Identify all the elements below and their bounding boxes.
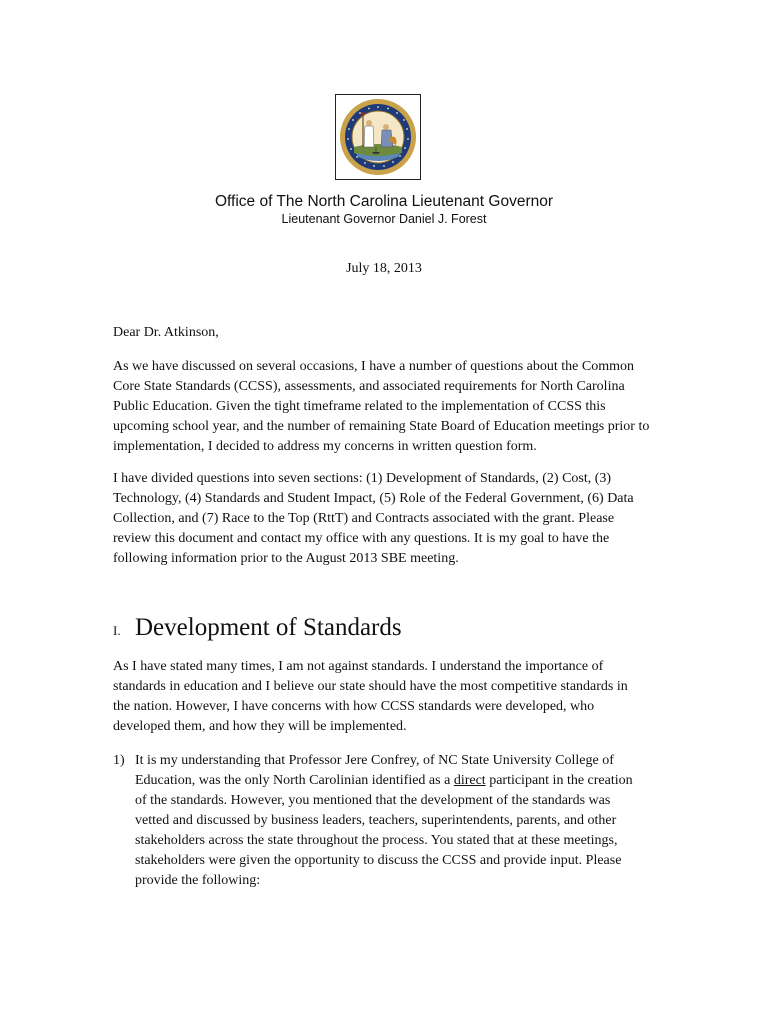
question-line: provide the following: (135, 873, 261, 888)
question-body (135, 751, 683, 891)
section-title: Development of Standards (135, 614, 402, 641)
question-line: vetted and discussed by business leaders, teachers, superintendents, parents, and other (135, 813, 617, 828)
officer-name: Lieutenant Governor Daniel J. Forest (281, 212, 487, 226)
question-item (113, 751, 683, 891)
paragraph-line: developed them, and how they will be implemented. (113, 719, 407, 734)
question-line: stakeholders were given the opportunity to discuss the CCSS and provide input. Please (135, 853, 622, 868)
paragraph-line: As we have discussed on several occasions, I have a number of questions about the Common (113, 359, 634, 374)
question-text: participant in the creation (485, 773, 633, 788)
paragraph-line: Collection, and (7) Race to the Top (RttT) and Contracts associated with the grant. Please (113, 511, 615, 526)
standards-paragraph (113, 657, 683, 737)
question-line (135, 771, 683, 791)
paragraph-line: the nation. However, I have concerns with how CCSS standards were developed, who (113, 699, 595, 714)
question-line: It is my understanding that Professor Jere Confrey, of NC State University College of (135, 753, 614, 768)
letter-date: July 18, 2013 (346, 261, 422, 276)
question-line: stakeholders across the state throughout the process. You stated that at these meetings, (135, 833, 618, 848)
salutation: Dear Dr. Atkinson, (113, 325, 219, 340)
sections-paragraph (113, 469, 683, 569)
state-seal-logo (335, 94, 421, 180)
section-number: I. (113, 623, 121, 638)
question-line: of the standards. However, you mentioned that the development of the standards was (135, 793, 611, 808)
paragraph-line: I have divided questions into seven sections: (1) Development of Standards, (2) Cost, (3) (113, 471, 612, 486)
question-text: Education, was the only North Carolinian identified as a (135, 773, 454, 788)
paragraph-line: As I have stated many times, I am not against standards. I understand the importance of (113, 659, 604, 674)
paragraph-line: following information prior to the August 2013 SBE meeting. (113, 551, 459, 566)
emphasis-text: direct (453, 773, 486, 788)
seal-emblem-icon (338, 97, 418, 177)
paragraph-line: Core State Standards (CCSS), assessments, and associated requirements for North Carolina (113, 379, 625, 394)
intro-paragraph (113, 357, 683, 457)
office-title: Office of The North Carolina Lieutenant Governor (214, 193, 554, 210)
paragraph-line: standards in education and I believe our state should have the most competitive standards in (113, 679, 628, 694)
section-heading (113, 612, 402, 644)
paragraph-line: review this document and contact my office with any questions. It is my goal to have the (113, 531, 610, 546)
paragraph-line: upcoming school year, and the number of remaining State Board of Education meetings prior to (113, 419, 650, 434)
paragraph-line: Technology, (4) Standards and Student Impact, (5) Role of the Federal Government, (6) Data (113, 491, 634, 506)
paragraph-line: Public Education. Given the tight timeframe related to the implementation of CCSS this (113, 399, 606, 414)
question-number: 1) (113, 753, 125, 768)
paragraph-line: implementation, I decided to address my concerns in written question form. (113, 439, 537, 454)
